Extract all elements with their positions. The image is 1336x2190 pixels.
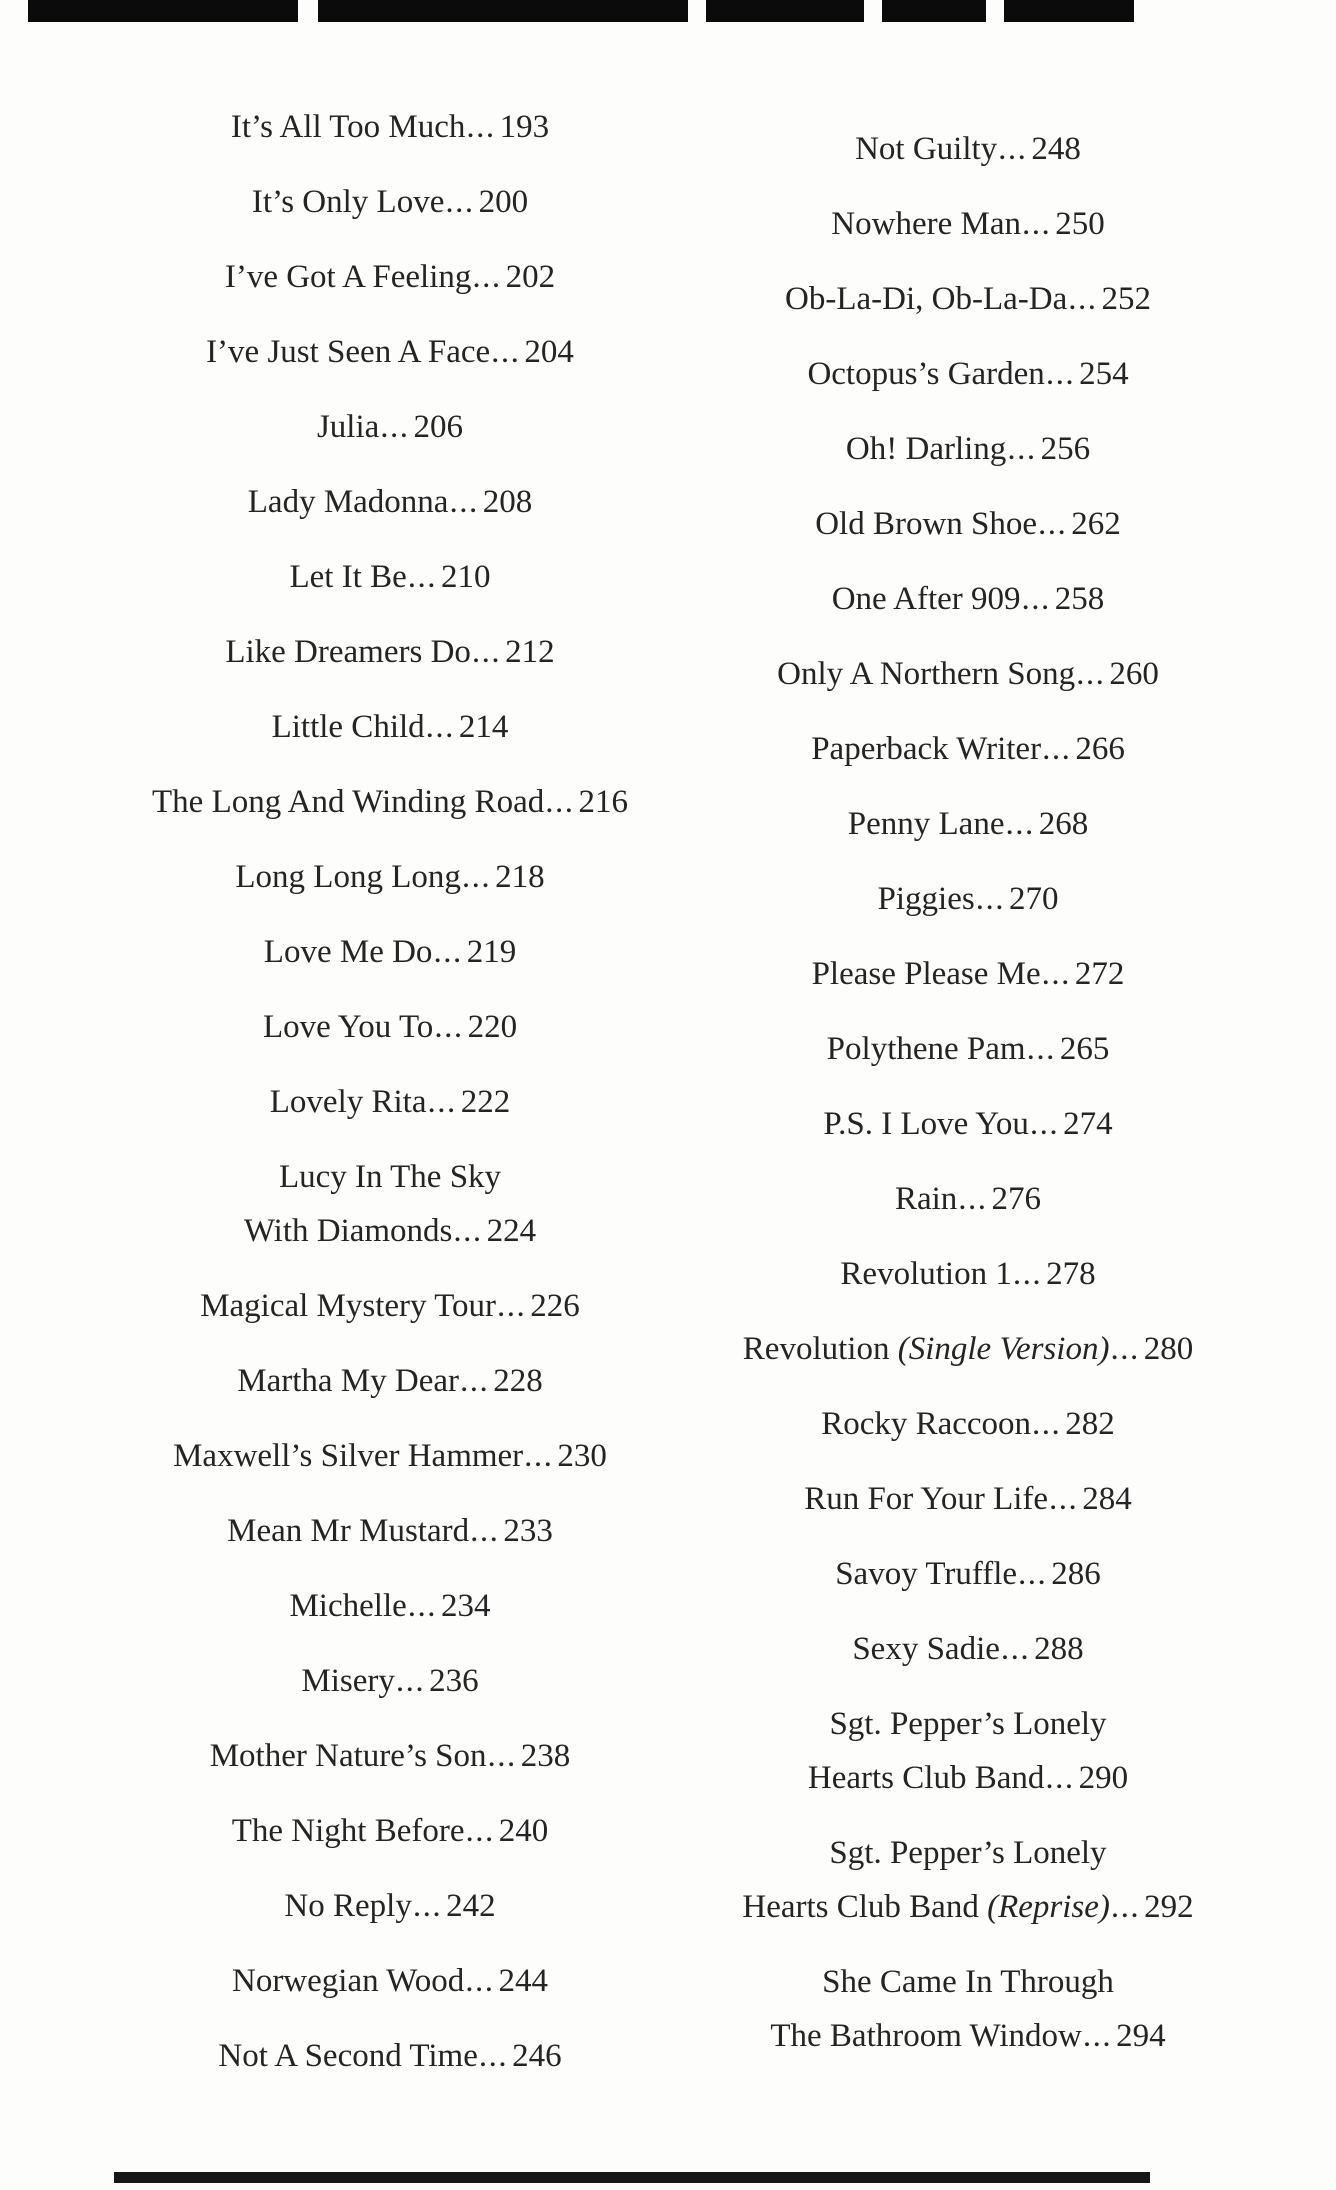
toc-separator: ... — [434, 1009, 464, 1045]
toc-line — [742, 1826, 1193, 1880]
toc-entry — [895, 1172, 1041, 1226]
page-number: 292 — [1144, 1889, 1194, 1925]
song-title: I’ve Just Seen A Face — [206, 334, 491, 370]
page-number: 280 — [1143, 1331, 1194, 1367]
toc-separator: ... — [1068, 281, 1098, 317]
toc-entry — [227, 1504, 553, 1558]
song-title: Long Long Long — [235, 859, 461, 895]
song-title: Magical Mystery Tour — [200, 1288, 497, 1324]
toc-line — [232, 1804, 549, 1858]
song-title: It’s Only Love — [251, 184, 445, 220]
song-title: Norwegian Wood — [231, 1963, 465, 1999]
toc-line — [227, 1504, 553, 1558]
song-title: The Bathroom Window — [770, 2018, 1082, 2054]
toc-entry — [848, 797, 1088, 851]
toc-separator: ... — [453, 1213, 483, 1249]
toc-line — [301, 1654, 478, 1708]
song-title: Lovely Rita — [269, 1084, 427, 1120]
song-title: Savoy Truffle — [835, 1556, 1018, 1592]
toc-entry — [231, 100, 549, 154]
bottom-edge-artifact — [114, 2172, 1150, 2183]
page-number: 278 — [1046, 1256, 1096, 1292]
toc-entry — [152, 775, 628, 829]
toc-entry — [232, 1954, 548, 2008]
page-number: 254 — [1079, 356, 1129, 392]
toc-separator: ... — [998, 131, 1028, 167]
toc-entry — [840, 1247, 1095, 1301]
song-title: Polythene Pam — [826, 1031, 1026, 1067]
toc-separator: ... — [465, 1813, 495, 1849]
page-number: 214 — [458, 709, 509, 745]
toc-line — [823, 1097, 1112, 1151]
toc-separator: ... — [460, 1363, 490, 1399]
page-number: 240 — [498, 1813, 549, 1849]
song-title: She Came In Through — [822, 1964, 1114, 2000]
toc-line — [777, 647, 1159, 701]
toc-separator: ... — [1049, 1481, 1079, 1517]
page-number: 238 — [520, 1738, 571, 1774]
page-number: 242 — [446, 1888, 496, 1924]
toc-line — [835, 1547, 1101, 1601]
toc-separator: ... — [1110, 1889, 1141, 1925]
toc-entry — [808, 1697, 1128, 1805]
page-number: 220 — [467, 1009, 518, 1045]
toc-line — [244, 1204, 536, 1258]
toc-line — [852, 1622, 1083, 1676]
scan-artifact-segment — [318, 0, 688, 22]
page-number: 224 — [486, 1213, 537, 1249]
toc-line — [152, 775, 628, 829]
toc-separator: ... — [1029, 1106, 1060, 1142]
page-number: 276 — [991, 1181, 1042, 1217]
song-title: Rain — [894, 1181, 958, 1217]
toc-separator: ... — [470, 1513, 500, 1549]
song-title: Misery — [301, 1663, 395, 1699]
toc-line — [173, 1429, 607, 1483]
song-title: P.S. I Love You — [823, 1106, 1029, 1142]
toc-separator: ... — [471, 634, 502, 670]
toc-line — [812, 947, 1125, 1001]
toc-line — [878, 872, 1059, 926]
toc-separator: ... — [449, 484, 479, 520]
page-number: 244 — [498, 1963, 549, 1999]
song-title: One After 909 — [831, 581, 1021, 617]
toc-line — [289, 550, 490, 604]
toc-entry — [852, 1622, 1083, 1676]
toc-separator: ... — [1005, 806, 1035, 842]
toc-separator: ... — [1076, 656, 1106, 692]
page-number: 286 — [1051, 1556, 1101, 1592]
song-title: Not Guilty — [855, 131, 998, 167]
song-title: Not A Second Time — [218, 2038, 478, 2074]
page-number: 248 — [1031, 131, 1081, 167]
song-title: Penny Lane — [847, 806, 1005, 842]
page-number: 262 — [1071, 506, 1121, 542]
toc-line — [248, 475, 532, 529]
toc-line — [206, 325, 574, 379]
page-number: 219 — [466, 934, 517, 970]
toc-line — [831, 197, 1104, 251]
song-title: Lucy In The Sky — [278, 1159, 502, 1195]
toc-entry — [832, 572, 1105, 626]
toc-entry — [812, 947, 1125, 1001]
page-number: 274 — [1063, 1106, 1113, 1142]
page-number: 216 — [578, 784, 628, 820]
toc-line — [317, 400, 463, 454]
song-title: Run For Your Life — [804, 1481, 1049, 1517]
toc-entry — [804, 1472, 1132, 1526]
toc-line — [272, 700, 509, 754]
toc-entry — [218, 2029, 561, 2083]
toc-entry — [210, 1729, 571, 1783]
toc-separator: ... — [1082, 2018, 1113, 2054]
song-title: Revolution — [742, 1331, 890, 1367]
page-number: 260 — [1109, 656, 1159, 692]
song-title: Let It Be — [289, 559, 407, 595]
toc-line — [210, 1729, 571, 1783]
toc-entry — [206, 325, 574, 379]
song-title: Piggies — [877, 881, 975, 917]
page-number: 284 — [1082, 1481, 1132, 1517]
toc-separator: ... — [497, 1288, 527, 1324]
toc-separator: ... — [1032, 1406, 1062, 1442]
song-title: No Reply — [284, 1888, 412, 1924]
toc-entry — [237, 1354, 543, 1408]
song-title: Love Me Do — [263, 934, 433, 970]
toc-entry — [827, 1022, 1110, 1076]
page-number: 290 — [1078, 1760, 1129, 1796]
toc-line — [270, 1075, 510, 1129]
toc-separator: ... — [545, 784, 575, 820]
song-title: Old Brown Shoe — [815, 506, 1038, 542]
song-title: Little Child — [271, 709, 425, 745]
toc-line — [284, 1879, 495, 1933]
toc-entry — [855, 122, 1081, 176]
toc-separator: ... — [958, 1181, 988, 1217]
page-number: 206 — [413, 409, 464, 445]
toc-entry — [264, 925, 516, 979]
toc-entry — [284, 1879, 495, 1933]
toc-line — [811, 722, 1125, 776]
toc-entry — [270, 1075, 510, 1129]
page-number: 210 — [441, 559, 491, 595]
toc-entry — [831, 197, 1104, 251]
song-title: Love You To — [262, 1009, 434, 1045]
toc-separator: ... — [380, 409, 410, 445]
toc-separator: ... — [1038, 506, 1068, 542]
song-title-italic: (Reprise) — [978, 1889, 1110, 1925]
toc-line — [770, 1955, 1165, 2009]
song-title: Sgt. Pepper’s Lonely — [829, 1706, 1107, 1742]
toc-line — [807, 347, 1128, 401]
song-title: Rocky Raccoon — [821, 1406, 1032, 1442]
toc-line — [232, 1954, 548, 2008]
song-title: Lady Madonna — [247, 484, 449, 520]
song-title: The Night Before — [231, 1813, 465, 1849]
toc-line — [855, 122, 1081, 176]
page-number: 200 — [478, 184, 529, 220]
toc-entry — [807, 347, 1128, 401]
scan-artifact-segment — [706, 0, 864, 22]
toc-entry — [823, 1097, 1112, 1151]
toc-separator: ... — [1021, 206, 1052, 242]
song-title-italic: (Single Version) — [889, 1331, 1110, 1367]
toc-entry — [244, 1150, 536, 1258]
toc-entry — [317, 400, 463, 454]
toc-entry — [301, 1654, 478, 1708]
toc-separator: ... — [425, 709, 455, 745]
page-number: 265 — [1059, 1031, 1110, 1067]
toc-line — [289, 1579, 490, 1633]
song-title: Sexy Sadie — [852, 1631, 1000, 1667]
toc-separator: ... — [395, 1663, 426, 1699]
song-title: Hearts Club Band — [807, 1760, 1045, 1796]
page-number: 230 — [557, 1438, 607, 1474]
toc-entry — [232, 1804, 549, 1858]
page-number: 256 — [1040, 431, 1091, 467]
toc-separator: ... — [1012, 1256, 1043, 1292]
toc-separator: ... — [412, 1888, 443, 1924]
toc-separator: ... — [472, 259, 502, 295]
song-title: Mean Mr Mustard — [227, 1513, 470, 1549]
page-number: 202 — [505, 259, 556, 295]
toc-line — [218, 2029, 561, 2083]
toc-line — [225, 250, 555, 304]
toc-entry — [272, 700, 509, 754]
toc-entry — [777, 647, 1159, 701]
song-title: Sgt. Pepper’s Lonely — [829, 1835, 1107, 1871]
page-number: 218 — [495, 859, 545, 895]
toc-column-left — [70, 100, 710, 2104]
toc-separator: ... — [524, 1438, 554, 1474]
toc-line — [742, 1880, 1193, 1934]
toc-line — [264, 925, 516, 979]
page-number: 222 — [460, 1084, 511, 1120]
toc-entry — [846, 422, 1090, 476]
toc-separator: ... — [1018, 1556, 1048, 1592]
toc-entry — [742, 1826, 1193, 1934]
toc-entry — [235, 850, 544, 904]
toc-line — [808, 1751, 1128, 1805]
toc-line — [832, 572, 1105, 626]
page-number: 252 — [1101, 281, 1151, 317]
page-number: 272 — [1074, 956, 1125, 992]
toc-line — [785, 272, 1151, 326]
page-number: 236 — [429, 1663, 479, 1699]
toc-entry — [785, 272, 1151, 326]
toc-line — [848, 797, 1088, 851]
page-number: 234 — [441, 1588, 491, 1624]
page-number: 193 — [499, 109, 550, 145]
scan-artifact-segment — [882, 0, 986, 22]
song-title: Please Please Me — [811, 956, 1041, 992]
toc-separator: ... — [466, 109, 496, 145]
toc-separator: ... — [445, 184, 475, 220]
toc-separator: ... — [465, 1963, 495, 1999]
song-title: Only A Northern Song — [777, 656, 1076, 692]
toc-entry — [200, 1279, 580, 1333]
toc-entry — [225, 250, 555, 304]
toc-separator: ... — [491, 334, 521, 370]
toc-line — [840, 1247, 1095, 1301]
toc-separator: ... — [1110, 1331, 1140, 1367]
song-title: Ob-La-Di, Ob-La-Da — [785, 281, 1068, 317]
song-title: I’ve Got A Feeling — [224, 259, 472, 295]
toc-separator: ... — [407, 1588, 438, 1624]
toc-line — [808, 1697, 1128, 1751]
page-number: 204 — [524, 334, 574, 370]
toc-separator: ... — [1042, 731, 1072, 767]
song-title: Octopus’s Garden — [807, 356, 1045, 392]
toc-entry — [821, 1397, 1115, 1451]
page-number: 212 — [505, 634, 555, 670]
toc-line — [815, 497, 1121, 551]
toc-separator: ... — [461, 859, 492, 895]
toc-entry — [248, 475, 532, 529]
page-number: 282 — [1065, 1406, 1115, 1442]
song-title: Mother Nature’s Son — [209, 1738, 487, 1774]
toc-entry — [289, 1579, 490, 1633]
toc-line — [895, 1172, 1041, 1226]
toc-line — [821, 1397, 1115, 1451]
page-number: 266 — [1075, 731, 1125, 767]
page-number: 294 — [1116, 2018, 1166, 2054]
toc-separator: ... — [1045, 1760, 1075, 1796]
toc-entry — [743, 1322, 1193, 1376]
toc-entry — [770, 1955, 1165, 2063]
song-title: The Long And Winding Road — [152, 784, 545, 820]
toc-line — [225, 625, 554, 679]
song-title: Michelle — [289, 1588, 407, 1624]
toc-entry — [252, 175, 528, 229]
toc-line — [263, 1000, 517, 1054]
song-title: Revolution 1 — [840, 1256, 1012, 1292]
toc-separator: ... — [433, 934, 463, 970]
toc-line — [244, 1150, 536, 1204]
toc-separator: ... — [487, 1738, 517, 1774]
toc-separator: ... — [975, 881, 1005, 917]
song-title: Oh! Darling — [845, 431, 1007, 467]
toc-line — [252, 175, 528, 229]
song-title: Maxwell’s Silver Hammer — [173, 1438, 524, 1474]
song-title: Martha My Dear — [237, 1363, 459, 1399]
page-number: 258 — [1054, 581, 1105, 617]
toc-separator: ... — [1026, 1031, 1056, 1067]
scan-artifact-segment — [1004, 0, 1134, 22]
toc-separator: ... — [407, 559, 438, 595]
song-title: It’s All Too Much — [230, 109, 466, 145]
page-number: 208 — [482, 484, 533, 520]
toc-entry — [878, 872, 1059, 926]
toc-line — [804, 1472, 1132, 1526]
toc-line — [770, 2009, 1165, 2063]
toc-line — [237, 1354, 543, 1408]
page-number: 246 — [512, 2038, 562, 2074]
toc-separator: ... — [1041, 956, 1071, 992]
song-title: Like Dreamers Do — [225, 634, 471, 670]
toc-entry — [811, 722, 1125, 776]
toc-entry — [289, 550, 490, 604]
toc-entry — [173, 1429, 607, 1483]
song-title: Nowhere Man — [831, 206, 1021, 242]
toc-separator: ... — [1021, 581, 1051, 617]
song-title: Hearts Club Band — [742, 1889, 979, 1925]
toc-entry — [815, 497, 1121, 551]
toc-line — [743, 1322, 1193, 1376]
toc-separator: ... — [427, 1084, 457, 1120]
toc-line — [200, 1279, 580, 1333]
toc-entry — [263, 1000, 517, 1054]
page-number: 288 — [1034, 1631, 1084, 1667]
scan-artifact-segment — [28, 0, 298, 22]
toc-separator: ... — [1045, 356, 1076, 392]
toc-entry — [225, 625, 554, 679]
song-title: With Diamonds — [243, 1213, 453, 1249]
page-number: 228 — [493, 1363, 543, 1399]
song-title: Julia — [316, 409, 380, 445]
toc-line — [231, 100, 549, 154]
toc-separator: ... — [1007, 431, 1037, 467]
toc-column-right — [660, 122, 1276, 2084]
page-number: 268 — [1038, 806, 1089, 842]
song-title: Paperback Writer — [811, 731, 1042, 767]
toc-separator: ... — [478, 2038, 509, 2074]
toc-line — [827, 1022, 1110, 1076]
toc-separator: ... — [1000, 1631, 1031, 1667]
page-number: 270 — [1008, 881, 1059, 917]
page-number: 233 — [503, 1513, 553, 1549]
page-number: 226 — [530, 1288, 580, 1324]
page-number: 250 — [1055, 206, 1105, 242]
toc-entry — [835, 1547, 1101, 1601]
toc-line — [235, 850, 544, 904]
toc-line — [846, 422, 1090, 476]
